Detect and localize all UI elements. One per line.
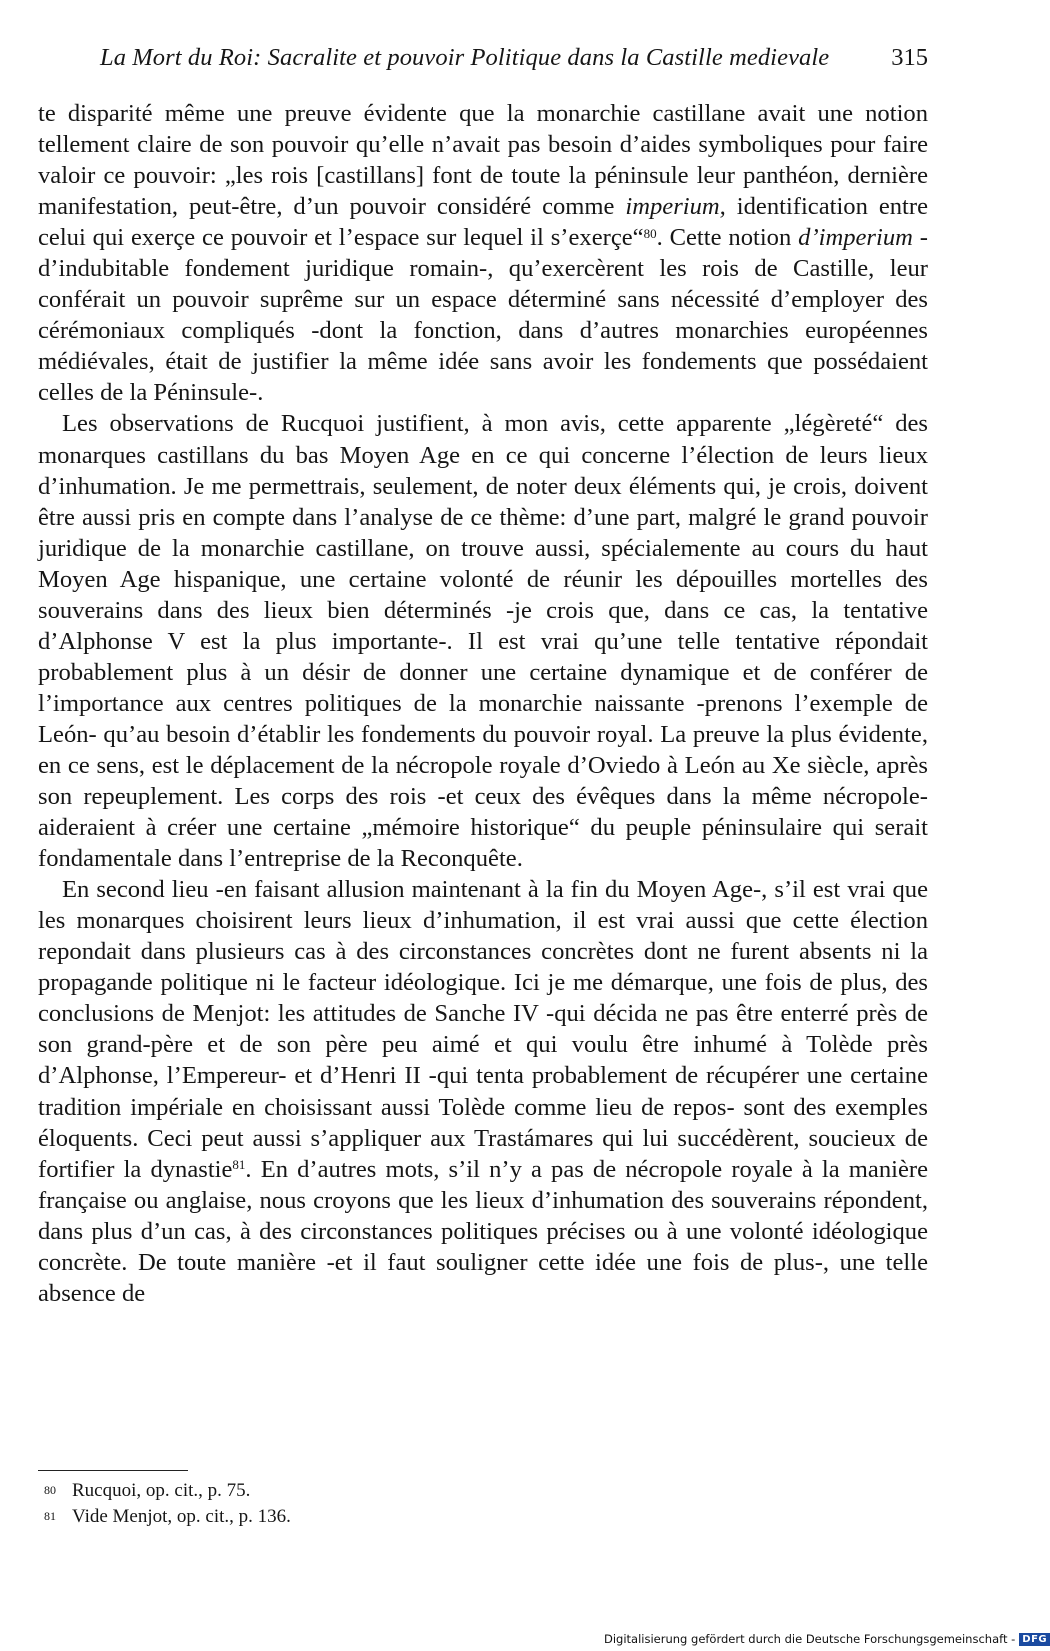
paragraph-3 bbox=[38, 874, 928, 1309]
paragraph-2: Les observations de Rucquoi justifient, à mon avis, cette apparente „légèreté“ des monarques castillans du bas Moyen Age en ce qui concerne l’élection de leurs lieux d’inhumation. Je me permettrais, seulement, de noter deux éléments qui, je crois, doivent être aussi pris en compte dans l’analyse de ce thème: d’une part, malgré le grand pouvoir juridique de la monarchie castillane, on trouve aussi, spécialemente au cours du haut Moyen Age hispanique, une certaine volonté de réunir les dépouilles mortelles des souverains dans des lieux bien déterminés -je crois que, dans ce cas, la tentative d’Alphonse V est la plus importante-. Il est vrai qu’une telle tentative répondait probablement plus à un désir de donner une certaine dynamique et de conférer de l’importance aux centres politiques de la monarchie naissante -prenons l’exemple de León- qu’au besoin d’établir les fondements du pouvoir royal. La preuve la plus évidente, en ce sens, est le déplacement de la nécropole royale d’Oviedo à León au Xe siècle, après son repeuplement. Les corps des rois -et ceux des évêques dans la même nécropole- aideraient à créer une certaine „mémoire historique“ du peuple péninsulaire qui serait fondamentale dans l’entreprise de la Reconquête. bbox=[38, 410, 928, 873]
footnote-80 bbox=[44, 1478, 924, 1504]
paragraph-1-text-d: -d’indubitable fondement juridique romain-, qu’exercèrent les rois de Castille, leur conférait un pouvoir suprême sur un espace déterminé sans nécessité d’employer des cérémoniaux compliqués -dont la fonction, dans d’autres monarchies européennes médiévales, était de justifier la même idée sans avoir les fondements que possédaient celles de la Péninsule-. bbox=[38, 224, 928, 407]
paragraph-3-text-a: En second lieu -en faisant allusion maintenant à la fin du Moyen Age-, s’il est vrai que les monarques choisirent leurs lieux d’inhumation, il est vrai aussi que cette élection repondait dans plusieurs cas à des circonstances concrètes dont ne furent absents ni la propagande politique ni le facteur idéologique. Ici je me démarque, une fois de plus, des conclusions de Menjot: les attitudes de Sanche IV -qui décida ne pas être enterré près de son grand-père et de son père peu aimé et qui voulu être inhumé à Tolède près d’Alphonse, l’Empereur- et d’Henri II -qui tenta probablement de récupérer une certaine tradition impériale en choisissant aussi Tolède comme lieu de repos- sont des exemples éloquents. Ceci peut aussi s’appliquer aux Trastámares qui lui succédèrent, soucieux de fortifier la dynastie bbox=[38, 876, 928, 1183]
digitization-credit bbox=[604, 1630, 1050, 1648]
paragraph-1-text-b: identification entre celui qui exerçe ce pouvoir et l’espace sur lequel il s’exerçe“ bbox=[38, 193, 928, 252]
footnotes bbox=[44, 1478, 924, 1530]
paragraph-3-text-b: . En d’autres mots, s’il n’y a pas de nécropole royale à la manière française ou anglaise, nous croyons que les lieux d’inhumation des souverains répondent, dans plus d’un cas, à des circonstances politiques précises ou à une volonté idéologique concrète. De toute manière -et il faut souligner cette idée une fois de plus-, une telle absence de bbox=[38, 1155, 928, 1307]
page-number: 315 bbox=[891, 44, 928, 71]
dfg-logo[interactable]: DFG bbox=[1019, 1633, 1050, 1646]
footnote-ref-81[interactable]: 81 bbox=[232, 1157, 246, 1173]
paragraph-1 bbox=[38, 98, 928, 408]
italic-imperium: imperium, bbox=[625, 193, 726, 221]
footnote-text: Vide Menjot, op. cit., p. 136. bbox=[72, 1506, 291, 1527]
footnote-text: Rucquoi, op. cit., p. 75. bbox=[72, 1480, 251, 1501]
italic-dimperium: d’imperium bbox=[798, 224, 913, 252]
running-title: La Mort du Roi: Sacralite et pouvoir Politique dans la Castille medievale bbox=[100, 44, 830, 71]
footnote-81 bbox=[44, 1504, 924, 1530]
credit-text: Digitalisierung gefördert durch die Deutsche Forschungsgemeinschaft - bbox=[604, 1632, 1016, 1646]
paragraph-1-text-c: . Cette notion bbox=[656, 224, 799, 252]
footnote-divider bbox=[38, 1470, 188, 1471]
running-header bbox=[100, 44, 928, 80]
body-text bbox=[38, 98, 928, 1309]
footnote-number: 81 bbox=[44, 1509, 56, 1523]
footnote-ref-80[interactable]: 80 bbox=[643, 226, 657, 241]
paragraph-1-text-a: te disparité même une preuve évidente que la monarchie castillane avait une notion tellement claire de son pouvoir qu’elle n’avait pas besoin d’aides symboliques pour faire valoir ce pouvoir: „les rois [castillans] font de toute la péninsule leur panthéon, dernière manifestation, peut-être, d’un pouvoir considéré comme bbox=[38, 100, 928, 221]
footnote-number: 80 bbox=[44, 1483, 56, 1497]
